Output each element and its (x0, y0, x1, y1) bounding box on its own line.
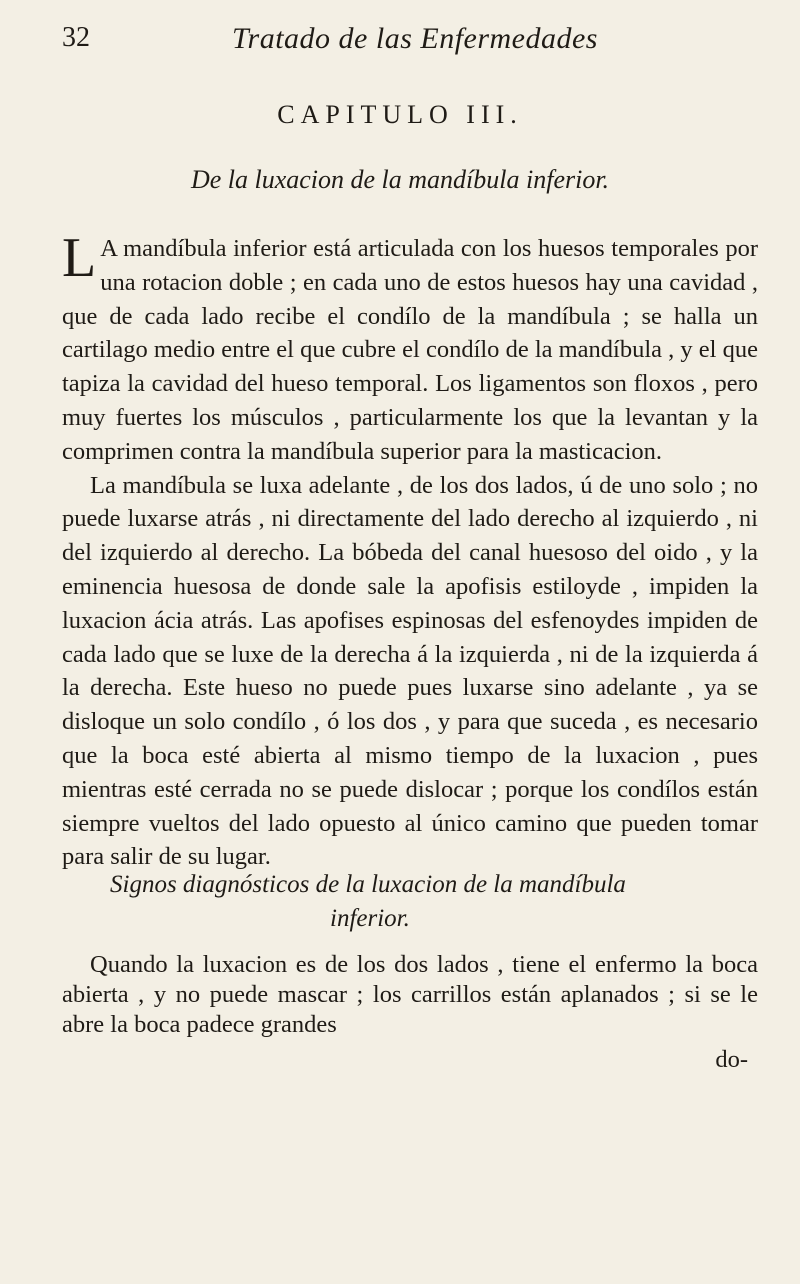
paragraph-1 (62, 227, 758, 469)
chapter-title: CAPITULO III. (277, 100, 523, 129)
section-title: De la luxacion de la mandíbula inferior. (190, 165, 610, 194)
catchword: do- (715, 1046, 748, 1073)
paragraph-3: Quando la luxacion es de los dos lados , tiene el enfermo la boca abierta , y no puede mascar ; los carrillos están aplanados ; si se le abre la boca padece grandes (62, 951, 758, 1038)
body-text (62, 227, 758, 874)
subheading-line-1: Signos diagnósticos de la luxacion de la mandíbula (110, 871, 626, 898)
paragraph-2: La mandíbula se luxa adelante , de los dos lados, ú de uno solo ; no puede luxarse atrás , ni directamente del lado derecho al izquierdo , ni del izquierdo al derecho. La bóbeda del canal huesoso del oido , y la eminencia huesosa de donde sale la apofisis estiloyde , impiden la luxacion ácia atrás. Las apofises espinosas del esfenoydes impiden de cada lado que se luxe de la derecha á la izquierda , ni de la izquierda á la derecha. Este hueso no puede pues luxarse sino adelante , ya se disloque un solo condílo , ó los dos , y para que suceda , es necesario que la boca esté abierta al mismo tiempo de la luxacion , pues mientras esté cerrada no se puede dislocar ; porque los condílos están siempre vueltos del lado opuesto al único camino que pueden tomar para salir de su lugar. (62, 471, 758, 871)
subheading (110, 868, 730, 936)
drop-cap: L (62, 227, 97, 289)
running-head: Tratado de las Enfermedades (232, 22, 598, 55)
page-header (62, 22, 760, 62)
subheading-line-2: inferior. (330, 905, 410, 932)
paragraph-1-text: A mandíbula inferior está articulada con los huesos temporales por una rotacion doble ; en cada uno de estos huesos hay una cavidad , que de cada lado recibe el condílo de la mandíbula ; se halla un cartilago medio entre el que cubre el condílo de la mandíbula , y el que tapiza la cavidad del hueso temporal. Los ligamentos son floxos , pero muy fuertes los músculos , particularmente los que la levantan y la comprimen contra la mandíbula superior para la masticacion. (62, 235, 758, 465)
body-text-2 (62, 950, 758, 1040)
page-number: 32 (62, 22, 90, 53)
